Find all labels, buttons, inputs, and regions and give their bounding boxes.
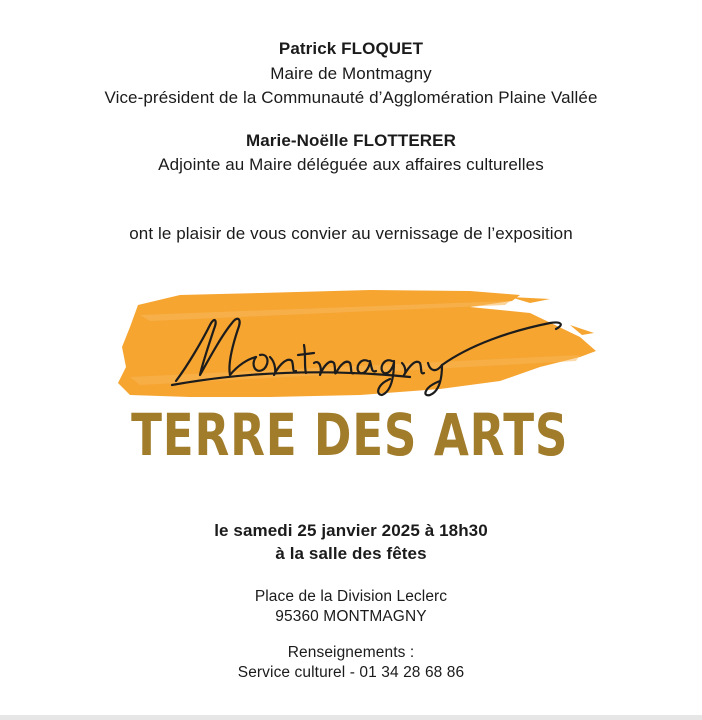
host2-title: Adjointe au Maire déléguée aux affaires culturelles bbox=[158, 155, 544, 174]
host1-subtitle: Vice-président de la Communauté d’Agglomération Plaine Vallée bbox=[104, 88, 598, 107]
script-title: Montmagny bbox=[110, 272, 194, 289]
exhibition-logo bbox=[110, 272, 602, 405]
exhibition-subtitle: TERRE DES ARTS bbox=[131, 401, 569, 469]
contact-label: Renseignements : bbox=[287, 644, 415, 661]
host1-name: Patrick FLOQUET bbox=[278, 39, 424, 58]
page-bottom-border bbox=[0, 715, 702, 720]
address-city: 95360 MONTMAGNY bbox=[275, 608, 427, 625]
event-venue: à la salle des fêtes bbox=[275, 544, 427, 563]
contact-details: Service culturel - 01 34 28 68 86 bbox=[237, 664, 465, 681]
event-date-time: le samedi 25 janvier 2025 à 18h30 bbox=[214, 521, 488, 540]
address-street: Place de la Division Leclerc bbox=[254, 588, 448, 605]
host2-name: Marie-Noëlle FLOTTERER bbox=[245, 131, 456, 150]
invitation-text: ont le plaisir de vous convier au vernissage de l’exposition bbox=[129, 224, 573, 243]
host1-title: Maire de Montmagny bbox=[270, 64, 432, 83]
